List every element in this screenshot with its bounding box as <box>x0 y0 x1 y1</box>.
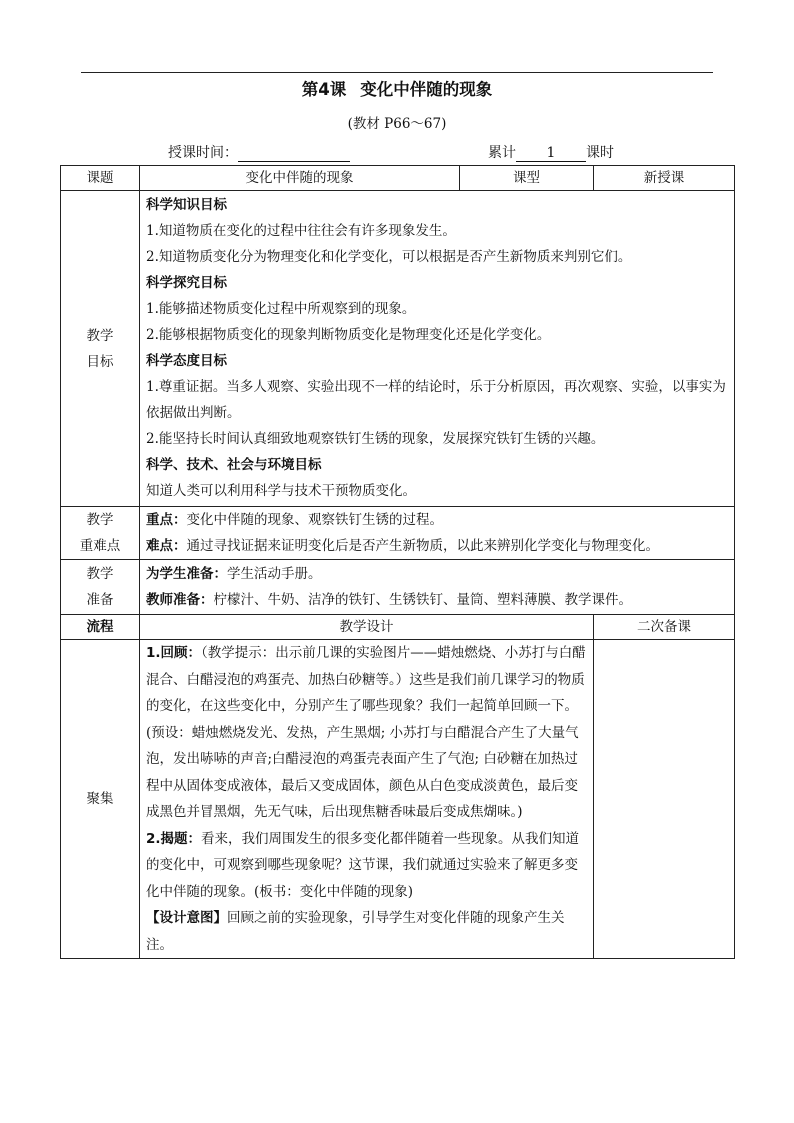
goals-row <box>61 191 735 507</box>
total-periods <box>488 142 614 162</box>
teacher-prep-text: 柠檬汁、牛奶、洁净的铁钉、生锈铁钉、量筒、塑料薄膜、教学课件。 <box>213 592 632 608</box>
keypoints-label-line2: 重难点 <box>79 538 121 554</box>
reveal-text: 看来，我们周围发生的很多变化都伴随着一些现象。从我们知道的变化中，可观察到哪些现象呢？这节课，我们就通过实验来了解更多变化中伴随的现象。(板书：变化中伴随的现象) <box>146 830 580 900</box>
prep-row <box>61 560 735 615</box>
flow-design-header: 教学设计 <box>140 615 594 640</box>
total-periods-value: 1 <box>516 145 586 162</box>
textbook-pages: (教材 P66～67) <box>347 116 447 132</box>
key-point <box>146 507 728 533</box>
goal-heading: 科学知识目标 <box>146 197 227 213</box>
prep-label <box>61 560 140 615</box>
lesson-type-value: 新授课 <box>594 166 735 191</box>
key-point-text: 变化中伴随的现象、观察铁钉生锈的过程。 <box>186 512 443 528</box>
prep-label-line1: 教学 <box>86 566 114 582</box>
flow-second-header: 二次备课 <box>594 615 735 640</box>
goals-content <box>140 191 735 507</box>
focus-label: 聚集 <box>61 640 140 959</box>
teacher-prep <box>146 587 728 613</box>
class-time-label: 授课时间： <box>168 145 238 161</box>
student-prep-label: 为学生准备： <box>146 566 227 582</box>
flow-header-row <box>61 615 735 640</box>
goal-heading: 科学态度目标 <box>146 353 227 369</box>
focus-design <box>140 640 594 959</box>
topic-label: 课题 <box>61 166 140 191</box>
lesson-type-label: 课型 <box>460 166 594 191</box>
keypoints-row <box>61 507 735 560</box>
design-intent-paragraph <box>146 905 587 958</box>
review-label: 1.回顾： <box>146 645 202 661</box>
goal-item: 1.能够描述物质变化过程中所观察到的现象。 <box>146 301 416 317</box>
total-periods-unit: 课时 <box>586 145 614 161</box>
goal-item: 2.能够根据物质变化的现象判断物质变化是物理变化还是化学变化。 <box>146 327 551 343</box>
flow-process-header: 流程 <box>61 615 140 640</box>
lesson-title <box>0 76 794 100</box>
difficult-point-label: 难点： <box>146 538 187 554</box>
student-prep-text: 学生活动手册。 <box>227 566 322 582</box>
goals-label-line2: 目标 <box>86 353 114 370</box>
review-paragraph <box>146 640 587 826</box>
keypoints-label <box>61 507 140 560</box>
design-intent-text: 回顾之前的实验现象，引导学生对变化伴随的现象产生关注。 <box>146 910 565 953</box>
header-rule <box>81 72 713 73</box>
prep-label-line2: 准备 <box>86 592 114 608</box>
second-prep-cell[interactable] <box>594 640 735 959</box>
topic-row <box>61 166 735 191</box>
class-time-field <box>238 145 350 162</box>
keypoints-content <box>140 507 735 560</box>
lesson-name: 变化中伴随的现象 <box>360 80 493 99</box>
goals-label-line1: 教学 <box>86 327 114 344</box>
goal-item: 1.尊重证据。当多人观察、实验出现不一样的结论时，乐于分析原因，再次观察、实验，以事实为依据做出判断。 <box>146 379 726 421</box>
focus-row <box>61 640 735 959</box>
goal-item: 2.能坚持长时间认真细致地观察铁钉生锈的现象，发展探究铁钉生锈的兴趣。 <box>146 431 605 447</box>
review-text: （教学提示：出示前几课的实验图片——蜡烛燃烧、小苏打与白醋混合、白醋浸泡的鸡蛋壳、加热白砂糖等。）这些是我们前几课学习的物质的变化，在这些变化中，分别产生了哪些现象？我们一起简单回顾一下。(预设：蜡烛燃烧发光、发热，产生黑烟; 小苏打与白醋混合产生了大量气泡，发出哧哧的声音;白醋浸泡的鸡蛋壳表面产生了气泡; 白砂糖在加热过程中从固体变成液体，最后又变成固体，颜色从白色变成淡黄色，最后变成黑色并冒黑烟，先无气味，后出现焦糖香味最后变成焦煳味。) <box>146 645 586 820</box>
reveal-label: 2.揭题： <box>146 830 202 847</box>
goal-heading: 科学探究目标 <box>146 275 227 291</box>
lesson-plan-table <box>60 165 735 959</box>
reveal-paragraph <box>146 826 587 906</box>
prep-content <box>140 560 735 615</box>
goal-item: 知道人类可以利用科学与技术干预物质变化。 <box>146 483 416 499</box>
goal-heading: 科学、技术、社会与环境目标 <box>146 457 322 473</box>
goal-item: 2.知道物质变化分为物理变化和化学变化，可以根据是否产生新物质来判别它们。 <box>146 249 632 265</box>
difficult-point-text: 通过寻找证据来证明变化后是否产生新物质，以此来辨别化学变化与物理变化。 <box>186 538 659 554</box>
goals-label <box>61 191 140 507</box>
total-periods-label: 累计 <box>488 145 516 161</box>
topic-value: 变化中伴随的现象 <box>140 166 460 191</box>
student-prep <box>146 561 728 587</box>
class-time <box>168 142 350 162</box>
design-intent-label: 【设计意图】 <box>146 910 227 926</box>
difficult-point <box>146 533 728 559</box>
key-point-label: 重点： <box>146 512 187 528</box>
goal-item: 1.知道物质在变化的过程中往往会有许多现象发生。 <box>146 223 456 239</box>
lesson-number: 第4课 <box>301 80 347 99</box>
keypoints-label-line1: 教学 <box>86 512 114 528</box>
teacher-prep-label: 教师准备： <box>146 592 214 608</box>
